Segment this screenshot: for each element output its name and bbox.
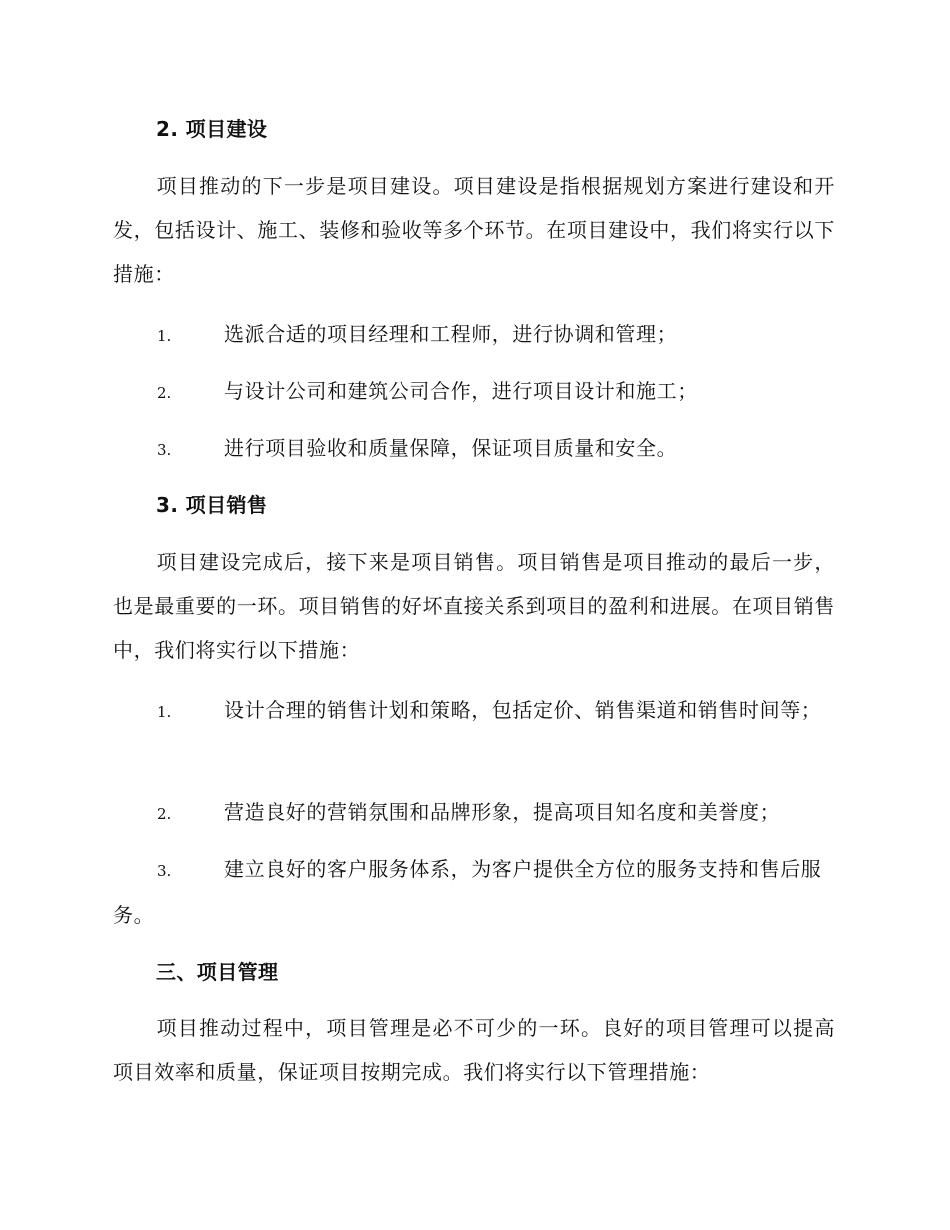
list-text: 营造良好的营销氛围和品牌形象，提高项目知名度和美誉度； xyxy=(224,800,781,824)
list-item-build-1 xyxy=(113,312,835,358)
list-number: 2. xyxy=(157,384,172,402)
list-item-sales-3 xyxy=(113,847,835,937)
list-number: 3. xyxy=(157,441,172,459)
list-text: 与设计公司和建筑公司合作，进行项目设计和施工； xyxy=(224,379,698,403)
paragraph-build-intro-text: 项目推动的下一步是项目建设。项目建设是指根据规划方案进行建设和开发，包括设计、施工、装修和验收等多个环节。在项目建设中，我们将实行以下措施： xyxy=(113,174,835,286)
list-item-sales-2 xyxy=(113,790,835,836)
list-item-sales-1 xyxy=(113,688,835,734)
section-heading-management: 三、项目管理 xyxy=(156,960,279,984)
list-item-build-3 xyxy=(113,426,835,472)
list-text: 建立良好的客户服务体系，为客户提供全方位的服务支持和售后服务。 xyxy=(113,857,822,927)
list-number: 1. xyxy=(157,703,172,721)
paragraph-build-intro xyxy=(113,164,835,296)
list-text: 进行项目验收和质量保障，保证项目质量和安全。 xyxy=(224,436,678,460)
list-text: 选派合适的项目经理和工程师，进行协调和管理； xyxy=(224,322,678,346)
section-heading-build: 2. 项目建设 xyxy=(156,117,268,141)
list-number: 2. xyxy=(157,805,172,823)
section-heading-sales: 3. 项目销售 xyxy=(156,493,268,517)
paragraph-sales-intro-text: 项目建设完成后，接下来是项目销售。项目销售是项目推动的最后一步，也是最重要的一环。项目销售的好坏直接关系到项目的盈利和进展。在项目销售中，我们将实行以下措施： xyxy=(113,550,835,662)
list-text: 设计合理的销售计划和策略，包括定价、销售渠道和销售时间等； xyxy=(224,698,822,722)
list-number: 1. xyxy=(157,327,172,345)
paragraph-management-intro xyxy=(113,1006,835,1094)
list-number: 3. xyxy=(157,862,172,880)
list-item-build-2 xyxy=(113,369,835,415)
paragraph-sales-intro xyxy=(113,540,835,672)
paragraph-management-intro-text: 项目推动过程中，项目管理是必不可少的一环。良好的项目管理可以提高项目效率和质量，保证项目按期完成。我们将实行以下管理措施： xyxy=(113,1016,835,1084)
